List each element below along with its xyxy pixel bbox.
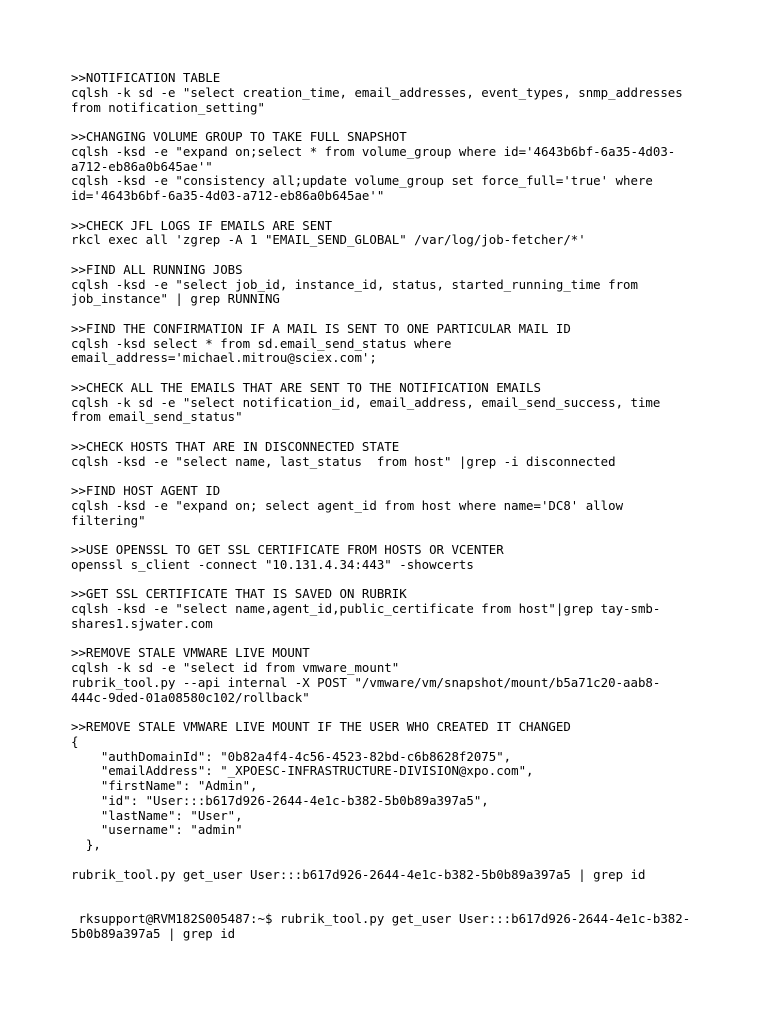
text-section bbox=[71, 322, 711, 366]
text-line: cqlsh -ksd -e "select job_id, instance_id, status, started_running_time from bbox=[71, 276, 638, 292]
text-line: cqlsh -k sd -e "select notification_id, email_address, email_send_success, time bbox=[71, 394, 661, 410]
section-heading: >>FIND ALL RUNNING JOBS bbox=[71, 261, 243, 277]
text-section bbox=[71, 71, 711, 115]
text-line: email_address='michael.mitrou@sciex.com'; bbox=[71, 350, 377, 366]
section-heading: >>CHECK HOSTS THAT ARE IN DISCONNECTED STATE bbox=[71, 438, 400, 454]
text-line: "authDomainId": "0b82a4f4-4c56-4523-82bd-c6b8628f2075", bbox=[71, 748, 512, 764]
text-line: openssl s_client -connect "10.131.4.34:443" -showcerts bbox=[71, 556, 474, 572]
section-heading: >>FIND THE CONFIRMATION IF A MAIL IS SENT TO ONE PARTICULAR MAIL ID bbox=[71, 320, 571, 336]
section-heading: >>CHECK JFL LOGS IF EMAILS ARE SENT bbox=[71, 217, 333, 233]
section-heading: >>REMOVE STALE VMWARE LIVE MOUNT bbox=[71, 645, 310, 661]
text-line: 444c-9ded-01a08580c102/rollback" bbox=[71, 689, 310, 705]
text-line: rubrik_tool.py --api internal -X POST "/vmware/vm/snapshot/mount/b5a71c20-aab8- bbox=[71, 674, 661, 690]
text-line: cqlsh -k sd -e "select creation_time, email_addresses, event_types, snmp_addresses bbox=[71, 84, 683, 100]
text-line: filtering" bbox=[71, 512, 146, 528]
text-section bbox=[71, 543, 711, 573]
document-body bbox=[71, 71, 711, 956]
text-section bbox=[71, 646, 711, 705]
text-section bbox=[71, 381, 711, 425]
text-line: cqlsh -ksd -e "select name, last_status from host" |grep -i disconnected bbox=[71, 453, 616, 469]
text-line: from notification_setting" bbox=[71, 99, 265, 115]
text-line: { bbox=[71, 733, 79, 749]
text-line: "id": "User:::b617d926-2644-4e1c-b382-5b0b89a397a5", bbox=[71, 792, 489, 808]
text-line: cqlsh -ksd -e "expand on; select agent_id from host where name='DC8' allow bbox=[71, 497, 624, 513]
text-line: 5b0b89a397a5 | grep id bbox=[71, 925, 236, 941]
section-heading: >>FIND HOST AGENT ID bbox=[71, 483, 221, 498]
section-heading: >>GET SSL CERTIFICATE THAT IS SAVED ON RUBRIK bbox=[71, 586, 407, 602]
text-line: }, bbox=[71, 837, 101, 852]
text-line: shares1.sjwater.com bbox=[71, 615, 213, 631]
section-heading: >>CHANGING VOLUME GROUP TO TAKE FULL SNAPSHOT bbox=[71, 129, 407, 144]
text-line: cqlsh -ksd select * from sd.email_send_status where bbox=[71, 335, 452, 351]
text-section bbox=[71, 219, 711, 249]
text-section bbox=[71, 720, 711, 853]
text-section bbox=[71, 263, 711, 307]
text-line: from email_send_status" bbox=[71, 409, 243, 425]
text-line: "lastName": "User", bbox=[71, 807, 243, 823]
text-line: "firstName": "Admin", bbox=[71, 778, 258, 793]
text-section bbox=[71, 587, 711, 631]
text-line: rkcl exec all 'zgrep -A 1 "EMAIL_SEND_GLOBAL" /var/log/job-fetcher/*' bbox=[71, 232, 586, 248]
text-line: job_instance" | grep RUNNING bbox=[71, 291, 280, 307]
text-section bbox=[71, 868, 711, 883]
text-section bbox=[71, 912, 711, 942]
text-section bbox=[71, 440, 711, 470]
text-line: cqlsh -ksd -e "expand on;select * from volume_group where id='4643b6bf-6a35-4d03- bbox=[71, 143, 676, 159]
text-line: id='4643b6bf-6a35-4d03-a712-eb86a0b645ae'" bbox=[71, 188, 385, 203]
section-heading: >>REMOVE STALE VMWARE LIVE MOUNT IF THE USER WHO CREATED IT CHANGED bbox=[71, 719, 571, 734]
text-line: "username": "admin" bbox=[71, 822, 243, 838]
text-line: rksupport@RVM182S005487:~$ rubrik_tool.py get_user User:::b617d926-2644-4e1c-b382- bbox=[71, 910, 691, 926]
text-line: "emailAddress": "_XPOESC-INFRASTRUCTURE-DIVISION@xpo.com", bbox=[71, 763, 534, 779]
section-heading: >>USE OPENSSL TO GET SSL CERTIFICATE FROM HOSTS OR VCENTER bbox=[71, 542, 504, 557]
text-section bbox=[71, 484, 711, 528]
text-line: cqlsh -ksd -e "consistency all;update volume_group set force_full='true' where bbox=[71, 173, 653, 189]
text-line: cqlsh -k sd -e "select id from vmware_mount" bbox=[71, 660, 400, 675]
text-line: rubrik_tool.py get_user User:::b617d926-2644-4e1c-b382-5b0b89a397a5 | grep id bbox=[71, 866, 646, 882]
text-line: cqlsh -ksd -e "select name,agent_id,public_certificate from host"|grep tay-smb- bbox=[71, 601, 661, 616]
section-heading: >>NOTIFICATION TABLE bbox=[71, 70, 221, 85]
text-line: a712-eb86a0b645ae'" bbox=[71, 158, 213, 174]
section-heading: >>CHECK ALL THE EMAILS THAT ARE SENT TO THE NOTIFICATION EMAILS bbox=[71, 379, 541, 395]
text-section bbox=[71, 130, 711, 204]
